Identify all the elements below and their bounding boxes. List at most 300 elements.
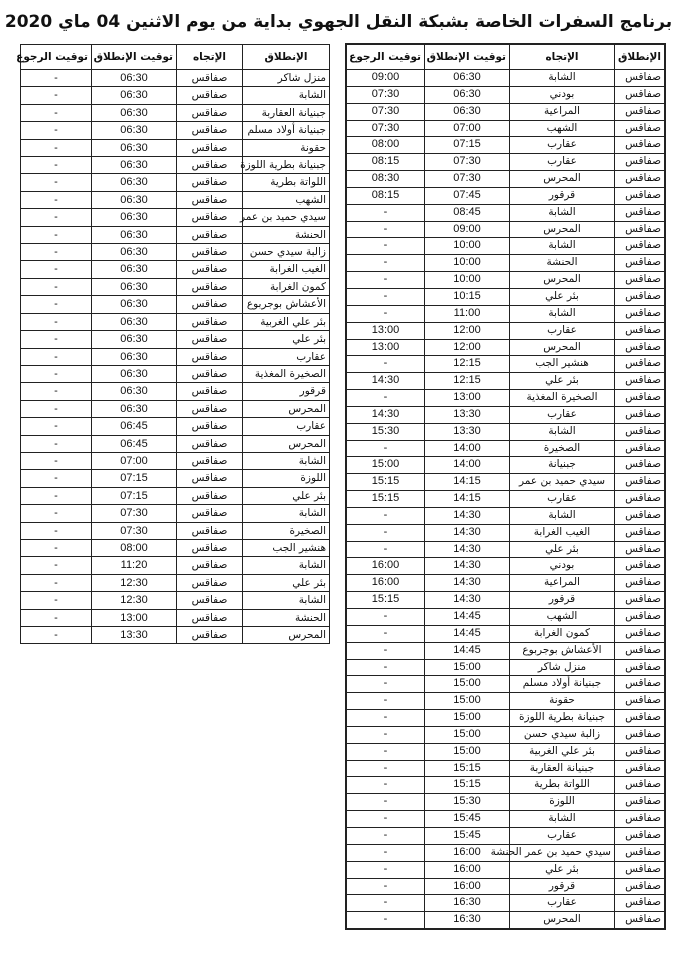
departure-cell: صفاقس (615, 238, 665, 255)
direction-cell: زالبة سيدي حسن (510, 726, 615, 743)
return-time-cell: - (21, 174, 92, 191)
table-row (347, 70, 665, 87)
return-time-cell: - (21, 383, 92, 400)
departure-cell: هنشير الجب (243, 539, 330, 556)
table-row (21, 487, 330, 504)
table-row (21, 470, 330, 487)
direction-cell: عقارب (510, 322, 615, 339)
direction-cell: صفاقس (177, 348, 243, 365)
table-row (347, 272, 665, 289)
departure-time-cell: 13:30 (92, 627, 177, 644)
table-row (21, 627, 330, 644)
departure-time-cell: 10:00 (425, 255, 510, 272)
departure-time-cell: 08:00 (92, 539, 177, 556)
departure-time-cell: 06:30 (425, 103, 510, 120)
table-row (347, 255, 665, 272)
departure-cell: صفاقس (615, 491, 665, 508)
direction-cell: عقارب (510, 491, 615, 508)
departure-cell: الشابة (243, 452, 330, 469)
direction-cell: صفاقس (177, 383, 243, 400)
return-time-cell: - (347, 440, 425, 457)
departure-cell: صفاقس (615, 255, 665, 272)
return-time-cell: - (347, 356, 425, 373)
header-return-time: توقيت الرجوع (347, 45, 425, 70)
table-row (347, 390, 665, 407)
departure-cell: صفاقس (615, 895, 665, 912)
return-time-cell: - (21, 522, 92, 539)
departure-cell: الشابة (243, 87, 330, 104)
departure-cell: صفاقس (615, 406, 665, 423)
return-time-cell: - (21, 226, 92, 243)
departure-cell: صفاقس (615, 541, 665, 558)
departure-cell: قرقور (243, 383, 330, 400)
table-row (21, 400, 330, 417)
table-row (347, 339, 665, 356)
departure-time-cell: 10:15 (425, 288, 510, 305)
departure-cell: صفاقس (615, 137, 665, 154)
return-time-cell: 14:30 (347, 373, 425, 390)
table-row (347, 120, 665, 137)
direction-cell: الشابة (510, 423, 615, 440)
direction-cell: المحرس (510, 912, 615, 929)
departure-time-cell: 14:45 (425, 609, 510, 626)
table-row (347, 844, 665, 861)
departure-time-cell: 06:30 (92, 226, 177, 243)
table-row (347, 895, 665, 912)
departure-time-cell: 06:45 (92, 435, 177, 452)
direction-cell: الصخيرة (510, 440, 615, 457)
departure-time-cell: 15:15 (425, 777, 510, 794)
direction-cell: صفاقس (177, 505, 243, 522)
table-row (347, 861, 665, 878)
return-time-cell: - (21, 331, 92, 348)
return-time-cell: - (347, 811, 425, 828)
departure-time-cell: 13:30 (425, 406, 510, 423)
return-time-cell: - (347, 288, 425, 305)
departure-time-cell: 14:15 (425, 491, 510, 508)
return-time-cell: - (347, 625, 425, 642)
departure-time-cell: 06:30 (92, 139, 177, 156)
departure-time-cell: 06:30 (92, 122, 177, 139)
return-time-cell: - (21, 313, 92, 330)
return-time-cell: - (347, 221, 425, 238)
departure-time-cell: 11:00 (425, 305, 510, 322)
departure-time-cell: 15:00 (425, 710, 510, 727)
departure-cell: عقارب (243, 348, 330, 365)
departure-cell: جبنيانة بطرية اللوزة (243, 157, 330, 174)
departure-time-cell: 13:00 (425, 390, 510, 407)
departure-time-cell: 12:15 (425, 356, 510, 373)
departure-cell: صفاقس (615, 777, 665, 794)
departure-cell: صفاقس (615, 339, 665, 356)
departure-cell: بئر علي (243, 574, 330, 591)
table-row (21, 557, 330, 574)
departure-time-cell: 12:00 (425, 322, 510, 339)
departure-time-cell: 14:45 (425, 642, 510, 659)
return-time-cell: - (21, 435, 92, 452)
return-time-cell: - (347, 541, 425, 558)
departure-cell: صفاقس (615, 272, 665, 289)
table-row (21, 435, 330, 452)
departure-time-cell: 16:30 (425, 895, 510, 912)
departure-time-cell: 06:30 (92, 383, 177, 400)
direction-cell: صفاقس (177, 331, 243, 348)
return-time-cell: - (347, 609, 425, 626)
departure-time-cell: 13:30 (425, 423, 510, 440)
table-row (21, 87, 330, 104)
departure-cell: صفاقس (615, 642, 665, 659)
departure-cell: صفاقس (615, 760, 665, 777)
header-departure-time: توقيت الإنطلاق (425, 45, 510, 70)
direction-cell: الصخيرة المغذية (510, 390, 615, 407)
departure-cell: جبنيانة العقاربة (243, 104, 330, 121)
direction-cell: صفاقس (177, 87, 243, 104)
departure-cell: صفاقس (615, 356, 665, 373)
return-time-cell: - (347, 676, 425, 693)
header-direction: الإتجاه (177, 45, 243, 70)
direction-cell: جبنيانة بطرية اللوزة (510, 710, 615, 727)
departure-cell: الصخيرة المغذية (243, 365, 330, 382)
departure-time-cell: 14:30 (425, 575, 510, 592)
departure-time-cell: 06:30 (92, 174, 177, 191)
return-time-cell: - (21, 592, 92, 609)
return-time-cell: - (21, 452, 92, 469)
departure-cell: صفاقس (615, 592, 665, 609)
departure-time-cell: 14:30 (425, 507, 510, 524)
return-time-cell: - (21, 418, 92, 435)
header-departure-time: توقيت الإنطلاق (92, 45, 177, 70)
header-departure: الإنطلاق (615, 45, 665, 70)
return-time-cell: - (347, 524, 425, 541)
departure-time-cell: 07:15 (92, 470, 177, 487)
departure-cell: صفاقس (615, 154, 665, 171)
direction-cell: بودني (510, 86, 615, 103)
direction-cell: بئر علي (510, 861, 615, 878)
direction-cell: صفاقس (177, 539, 243, 556)
direction-cell: صفاقس (177, 522, 243, 539)
table-row (347, 659, 665, 676)
direction-cell: صفاقس (177, 452, 243, 469)
departure-cell: صفاقس (615, 86, 665, 103)
return-time-cell: - (347, 255, 425, 272)
direction-cell: الشهب (510, 120, 615, 137)
departure-cell: الشابة (243, 557, 330, 574)
departure-cell: صفاقس (615, 440, 665, 457)
return-time-cell: - (21, 139, 92, 156)
direction-cell: هنشير الجب (510, 356, 615, 373)
departure-cell: زالبة سيدي حسن (243, 244, 330, 261)
direction-cell: صفاقس (177, 609, 243, 626)
return-time-cell: - (347, 390, 425, 407)
table-row (347, 491, 665, 508)
table-row (347, 440, 665, 457)
departure-time-cell: 07:45 (425, 187, 510, 204)
return-time-cell: 13:00 (347, 322, 425, 339)
departure-time-cell: 12:00 (425, 339, 510, 356)
departure-time-cell: 06:30 (92, 87, 177, 104)
return-time-cell: 08:15 (347, 154, 425, 171)
direction-cell: كمون الغرابة (510, 625, 615, 642)
header-direction: الإتجاه (510, 45, 615, 70)
departure-cell: كمون الغرابة (243, 278, 330, 295)
table-row (21, 592, 330, 609)
return-time-cell: - (347, 794, 425, 811)
table-row (347, 777, 665, 794)
table-row (347, 676, 665, 693)
departure-cell: صفاقس (615, 221, 665, 238)
departure-time-cell: 11:20 (92, 557, 177, 574)
return-time-cell: - (21, 505, 92, 522)
departure-cell: صفاقس (615, 827, 665, 844)
table-row (21, 313, 330, 330)
return-time-cell: - (21, 261, 92, 278)
page-title: برنامج السفرات الخاصة بشبكة النقل الجهوي بداية من يوم الاثنين 04 ماي 2020 (4, 12, 673, 32)
direction-cell: صفاقس (177, 139, 243, 156)
direction-cell: صفاقس (177, 313, 243, 330)
table-row (347, 356, 665, 373)
table-row (21, 174, 330, 191)
departure-cell: حقونة (243, 139, 330, 156)
table-header-row (347, 45, 665, 70)
departure-cell: المحرس (243, 627, 330, 644)
return-time-cell: - (21, 365, 92, 382)
table-row (347, 541, 665, 558)
departure-time-cell: 15:00 (425, 676, 510, 693)
table-row (21, 122, 330, 139)
departure-cell: صفاقس (615, 844, 665, 861)
table-row (347, 187, 665, 204)
departure-time-cell: 13:00 (92, 609, 177, 626)
direction-cell: منزل شاكر (510, 659, 615, 676)
departure-cell: صفاقس (615, 861, 665, 878)
departure-cell: الشهب (243, 191, 330, 208)
direction-cell: صفاقس (177, 557, 243, 574)
return-time-cell: 08:15 (347, 187, 425, 204)
direction-cell: صفاقس (177, 70, 243, 87)
return-time-cell: 13:00 (347, 339, 425, 356)
departure-time-cell: 14:30 (425, 541, 510, 558)
direction-cell: جبنيانة العقاربة (510, 760, 615, 777)
departure-cell: صفاقس (615, 659, 665, 676)
table-row (347, 625, 665, 642)
direction-cell: صفاقس (177, 627, 243, 644)
return-time-cell: - (347, 912, 425, 929)
departure-time-cell: 12:30 (92, 574, 177, 591)
table-row (21, 539, 330, 556)
departure-cell: صفاقس (615, 575, 665, 592)
schedule-table-right (346, 44, 665, 929)
return-time-cell: - (347, 844, 425, 861)
departure-time-cell: 09:00 (425, 221, 510, 238)
departure-cell: اللواتة بطرية (243, 174, 330, 191)
direction-cell: بئر علي (510, 541, 615, 558)
departure-time-cell: 07:15 (425, 137, 510, 154)
departure-cell: الشابة (243, 592, 330, 609)
return-time-cell: - (347, 642, 425, 659)
table-row (347, 305, 665, 322)
direction-cell: صفاقس (177, 435, 243, 452)
table-row (347, 794, 665, 811)
table-row (347, 558, 665, 575)
departure-cell: عقارب (243, 418, 330, 435)
departure-cell: صفاقس (615, 625, 665, 642)
direction-cell: الشهب (510, 609, 615, 626)
return-time-cell: 07:30 (347, 86, 425, 103)
direction-cell: صفاقس (177, 261, 243, 278)
direction-cell: صفاقس (177, 418, 243, 435)
departure-time-cell: 14:15 (425, 474, 510, 491)
table-row (347, 423, 665, 440)
direction-cell: عقارب (510, 895, 615, 912)
direction-cell: صفاقس (177, 191, 243, 208)
direction-cell: حقونة (510, 693, 615, 710)
schedule-table-left (16, 44, 330, 644)
return-time-cell: - (347, 659, 425, 676)
table-row (347, 524, 665, 541)
table-row (347, 373, 665, 390)
return-time-cell: - (347, 861, 425, 878)
departure-cell: منزل شاكر (243, 70, 330, 87)
table-row (347, 288, 665, 305)
direction-cell: المحرس (510, 171, 615, 188)
departure-cell: سيدي حميد بن عمر (243, 209, 330, 226)
departure-time-cell: 15:00 (425, 743, 510, 760)
direction-cell: اللواتة بطرية (510, 777, 615, 794)
departure-time-cell: 06:30 (425, 70, 510, 87)
direction-cell: سيدي حميد بن عمر الحنشة (510, 844, 615, 861)
table-row (347, 204, 665, 221)
departure-cell: صفاقس (615, 288, 665, 305)
table-row (347, 238, 665, 255)
table-row (347, 592, 665, 609)
departure-time-cell: 06:30 (92, 244, 177, 261)
departure-time-cell: 07:00 (425, 120, 510, 137)
return-time-cell: - (21, 122, 92, 139)
departure-time-cell: 06:30 (92, 70, 177, 87)
table-row (21, 191, 330, 208)
return-time-cell: - (21, 539, 92, 556)
departure-time-cell: 06:30 (92, 313, 177, 330)
direction-cell: صفاقس (177, 365, 243, 382)
direction-cell: صفاقس (177, 244, 243, 261)
return-time-cell: - (347, 710, 425, 727)
departure-time-cell: 06:30 (425, 86, 510, 103)
departure-cell: الحنشة (243, 226, 330, 243)
return-time-cell: - (21, 278, 92, 295)
departure-time-cell: 10:00 (425, 238, 510, 255)
departure-time-cell: 14:30 (425, 558, 510, 575)
return-time-cell: - (21, 209, 92, 226)
return-time-cell: - (21, 557, 92, 574)
direction-cell: صفاقس (177, 174, 243, 191)
return-time-cell: - (21, 104, 92, 121)
direction-cell: الغيب الغرابة (510, 524, 615, 541)
table-row (21, 365, 330, 382)
table-row (347, 827, 665, 844)
direction-cell: صفاقس (177, 157, 243, 174)
departure-cell: صفاقس (615, 373, 665, 390)
table-row (347, 710, 665, 727)
return-time-cell: - (21, 487, 92, 504)
direction-cell: الشابة (510, 70, 615, 87)
departure-cell: اللوزة (243, 470, 330, 487)
departure-cell: صفاقس (615, 693, 665, 710)
departure-time-cell: 07:30 (92, 522, 177, 539)
departure-time-cell: 14:00 (425, 440, 510, 457)
departure-cell: المحرس (243, 435, 330, 452)
table-row (347, 322, 665, 339)
direction-cell: اللوزة (510, 794, 615, 811)
return-time-cell: 07:30 (347, 120, 425, 137)
direction-cell: بئر علي (510, 373, 615, 390)
departure-time-cell: 15:00 (425, 659, 510, 676)
direction-cell: الشابة (510, 305, 615, 322)
table-row (21, 452, 330, 469)
departure-cell: صفاقس (615, 70, 665, 87)
departure-cell: صفاقس (615, 710, 665, 727)
table-row (21, 104, 330, 121)
return-time-cell: - (21, 157, 92, 174)
departure-time-cell: 07:15 (92, 487, 177, 504)
table-row (347, 743, 665, 760)
departure-time-cell: 07:30 (92, 505, 177, 522)
return-time-cell: 15:15 (347, 474, 425, 491)
departure-time-cell: 07:00 (92, 452, 177, 469)
direction-cell: الشابة (510, 238, 615, 255)
departure-cell: صفاقس (615, 743, 665, 760)
return-time-cell: 16:00 (347, 558, 425, 575)
return-time-cell: - (347, 878, 425, 895)
departure-time-cell: 14:00 (425, 457, 510, 474)
table-row (21, 609, 330, 626)
direction-cell: صفاقس (177, 487, 243, 504)
table-row (347, 609, 665, 626)
return-time-cell: - (21, 296, 92, 313)
table-row (347, 575, 665, 592)
departure-time-cell: 06:30 (92, 157, 177, 174)
departure-time-cell: 06:30 (92, 348, 177, 365)
table-row (347, 137, 665, 154)
direction-cell: الشابة (510, 204, 615, 221)
departure-cell: صفاقس (615, 474, 665, 491)
direction-cell: المراعية (510, 103, 615, 120)
table-row (21, 70, 330, 87)
return-time-cell: - (347, 743, 425, 760)
direction-cell: الشابة (510, 507, 615, 524)
direction-cell: صفاقس (177, 226, 243, 243)
table-row (347, 912, 665, 929)
table-row (347, 86, 665, 103)
return-time-cell: - (21, 400, 92, 417)
return-time-cell: 09:00 (347, 70, 425, 87)
departure-cell: صفاقس (615, 390, 665, 407)
departure-cell: بئر علي (243, 331, 330, 348)
departure-cell: بئر علي الغربية (243, 313, 330, 330)
return-time-cell: - (21, 609, 92, 626)
table-row (21, 296, 330, 313)
table-row (347, 760, 665, 777)
table-row (347, 406, 665, 423)
departure-cell: الصخيرة (243, 522, 330, 539)
direction-cell: المراعية (510, 575, 615, 592)
departure-time-cell: 06:30 (92, 400, 177, 417)
departure-time-cell: 06:30 (92, 365, 177, 382)
departure-time-cell: 06:30 (92, 296, 177, 313)
departure-cell: صفاقس (615, 524, 665, 541)
departure-time-cell: 07:30 (425, 154, 510, 171)
departure-cell: صفاقس (615, 423, 665, 440)
departure-time-cell: 06:30 (92, 104, 177, 121)
